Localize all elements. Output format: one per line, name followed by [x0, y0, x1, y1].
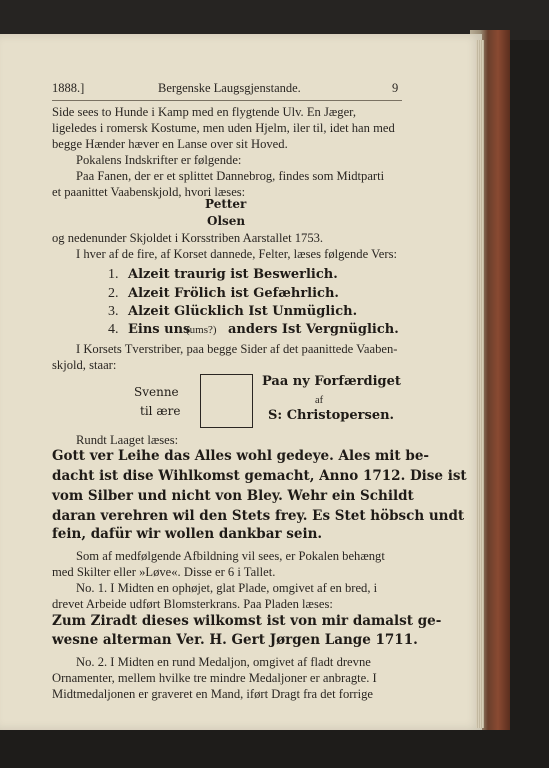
verse-text: anders Ist Vergnüglich.: [228, 322, 399, 337]
body-line: ligeledes i romersk Kostume, men uden Hjelm, iler til, idet han med: [52, 121, 395, 135]
body-line: med Skilter eller »Løve«. Disse er 6 i Tallet.: [52, 565, 276, 579]
header-year: 1888.]: [52, 81, 85, 95]
shield-illustration: [200, 374, 253, 428]
shield-right-line: Paa ny Forfærdiget: [262, 374, 401, 389]
inscription-line: daran verehren wil den Stets frey. Es Stet höbsch undt: [52, 508, 465, 524]
body-line: No. 1. I Midten en ophøjet, glat Plade, omgivet af en bred, i: [76, 581, 378, 595]
inscription-line: wesne alterman Ver. H. Gert Jørgen Lange 1711.: [52, 632, 418, 648]
body-line: et paanittet Vaabenskjold, hvori læses:: [52, 185, 246, 199]
inscription-line: Zum Ziradt dieses wilkomst ist von mir damalst ge-: [52, 613, 442, 629]
body-line: I hver af de fire, af Korset dannede, Felter, læses følgende Vers:: [76, 247, 397, 261]
shield-left-line: til ære: [140, 404, 181, 418]
inscription-line: Gott ver Leihe das Alles wohl gedeye. Ales mit be-: [52, 448, 430, 464]
body-line: og nedenunder Skjoldet i Korsstriben Aarstallet 1753.: [52, 231, 324, 245]
shield-name-petter: Petter: [205, 197, 247, 211]
shield-name-olsen: Olsen: [207, 214, 246, 228]
verse-number: 3.: [108, 304, 119, 319]
verse-aside: (ums?): [186, 324, 217, 336]
body-line: skjold, staar:: [52, 358, 117, 372]
verse-number: 1.: [108, 267, 119, 282]
body-line: begge Hænder hæver en Lanse over sit Hoved.: [52, 137, 288, 151]
verse-number: 2.: [108, 286, 119, 301]
page-number: 9: [392, 81, 399, 95]
verse-text: Alzeit traurig ist Beswerlich.: [128, 267, 338, 282]
shield-left-line: Svenne: [134, 385, 179, 399]
body-line: Side sees to Hunde i Kamp med en flygtende Ulv. En Jæger,: [52, 105, 357, 119]
body-line: drevet Arbeide udført Blomsterkrans. Paa Pladen læses:: [52, 597, 333, 611]
body-line: Ornamenter, mellem hvilke tre mindre Medaljoner er anbragte. I: [52, 671, 377, 685]
body-line: Pokalens Indskrifter er følgende:: [76, 153, 242, 167]
body-line: Midtmedaljonen er graveret en Mand, iført Dragt fra det forrige: [52, 687, 374, 701]
inscription-line: fein, dafür wir wollen dankbar sein.: [52, 526, 323, 542]
inscription-line: vom Silber und nicht von Bley. Wehr ein Schildt: [52, 488, 414, 504]
body-line: Paa Fanen, der er et splittet Dannebrog, findes som Midtparti: [76, 169, 385, 183]
verse-text: Alzeit Frölich ist Gefæhrlich.: [128, 286, 339, 301]
body-line: I Korsets Tverstriber, paa begge Sider af det paanittede Vaaben-: [76, 342, 398, 356]
scan-background-bottom: [0, 730, 549, 768]
verse-text: Eins uns: [128, 322, 191, 337]
header-rule: [52, 100, 402, 101]
inscription-line: dacht ist dise Wihlkomst gemacht, Anno 1712. Dise ist: [52, 468, 467, 484]
body-line: No. 2. I Midten en rund Medaljon, omgivet af fladt drevne: [76, 655, 371, 669]
body-line: Rundt Laaget læses:: [76, 433, 179, 447]
verse-number: 4.: [108, 322, 119, 337]
body-line: Som af medfølgende Afbildning vil sees, er Pokalen behængt: [76, 549, 385, 563]
shield-right-line: S: Christopersen.: [268, 408, 395, 423]
page-edges: [476, 40, 484, 728]
running-title: Bergenske Laugsgjenstande.: [158, 81, 301, 95]
shield-right-line: af: [315, 395, 324, 406]
verse-text: Alzeit Glücklich Ist Unmüglich.: [128, 304, 358, 319]
